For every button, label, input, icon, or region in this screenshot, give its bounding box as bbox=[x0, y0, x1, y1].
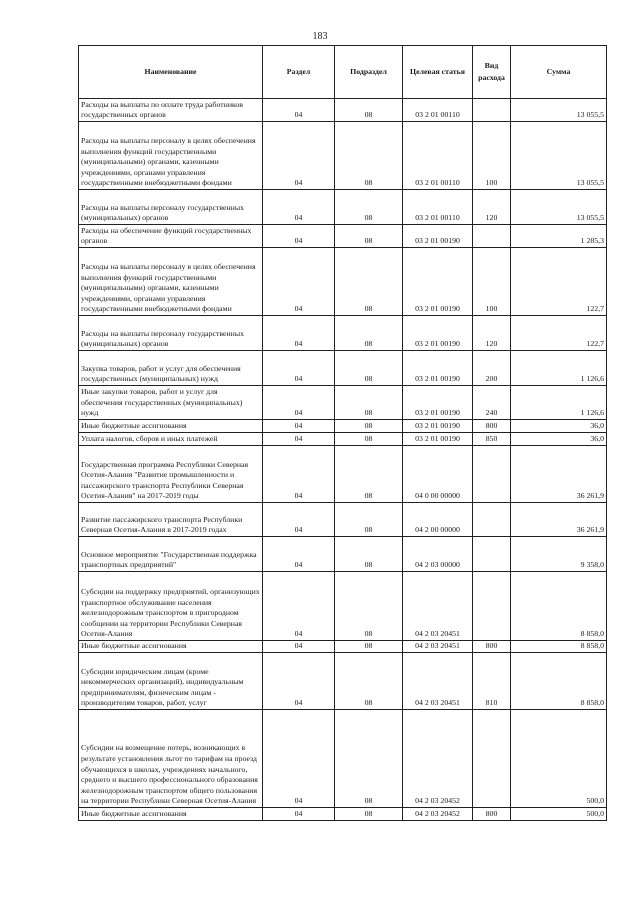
row-vid: 100 bbox=[473, 248, 511, 316]
row-vid bbox=[473, 446, 511, 503]
row-name: Расходы на выплаты персоналу государственных (муниципальных) органов bbox=[79, 316, 263, 351]
row-name: Государственная программа Республики Северная Осетия-Алания "Развитие промышленности и пассажирского транспорта Республики Северная Осетия-Алания" на 2017-2019 годы bbox=[79, 446, 263, 503]
row-name: Субсидии на возмещение потерь, возникающих в результате установления льгот по тарифам на проезд обучающихся в школах, учреждениях начального, среднего и высшего профессионального образования железнодорожным транспортом общего пользования на территории Республики Северная Осетия-Алания bbox=[79, 710, 263, 808]
row-name: Развитие пассажирского транспорта Республики Северная Осетия-Алания в 2017-2019 годах bbox=[79, 503, 263, 537]
row-vid bbox=[473, 710, 511, 808]
row-razdel: 04 bbox=[263, 537, 335, 572]
row-razdel: 04 bbox=[263, 653, 335, 710]
table-row bbox=[79, 248, 607, 316]
row-celevaya: 04 2 03 20451 bbox=[403, 653, 473, 710]
table-row bbox=[79, 503, 607, 537]
row-razdel: 04 bbox=[263, 99, 335, 122]
row-name: Расходы на выплаты по оплате труда работников государственных органов bbox=[79, 99, 263, 122]
row-podrazdel: 08 bbox=[335, 99, 403, 122]
row-name: Расходы на выплаты персоналу государственных (муниципальных) органов bbox=[79, 190, 263, 225]
row-celevaya: 03 2 01 00110 bbox=[403, 99, 473, 122]
row-vid: 810 bbox=[473, 653, 511, 710]
row-vid bbox=[473, 225, 511, 248]
row-summa: 8 858,0 bbox=[511, 653, 607, 710]
row-summa: 36 261,9 bbox=[511, 446, 607, 503]
row-razdel: 04 bbox=[263, 710, 335, 808]
row-summa: 500,0 bbox=[511, 710, 607, 808]
row-celevaya: 03 2 01 00190 bbox=[403, 248, 473, 316]
row-razdel: 04 bbox=[263, 420, 335, 433]
table-row bbox=[79, 537, 607, 572]
row-podrazdel: 08 bbox=[335, 190, 403, 225]
row-name: Иные закупки товаров, работ и услуг для обеспечения государственных (муниципальных) нужд bbox=[79, 386, 263, 420]
row-vid: 200 bbox=[473, 351, 511, 386]
row-celevaya: 04 2 03 20452 bbox=[403, 808, 473, 821]
row-razdel: 04 bbox=[263, 225, 335, 248]
table-row bbox=[79, 653, 607, 710]
row-name: Расходы на выплаты персоналу в целях обеспечения выполнения функций государственными (муниципальными) органами, казенными учреждениями, органами управления государственными внебюджетными фондами bbox=[79, 248, 263, 316]
row-summa: 500,0 bbox=[511, 808, 607, 821]
row-name: Расходы на выплаты персоналу в целях обеспечения выполнения функций государственными (муниципальными) органами, казенными учреждениями, органами управления государственными внебюджетными фондами bbox=[79, 122, 263, 190]
header-razdel: Раздел bbox=[263, 46, 335, 99]
table-row bbox=[79, 190, 607, 225]
row-celevaya: 03 2 01 00110 bbox=[403, 122, 473, 190]
header-podrazdel: Подраздел bbox=[335, 46, 403, 99]
header-vid-rashoda: Вид расхода bbox=[473, 46, 511, 99]
row-vid: 850 bbox=[473, 433, 511, 446]
row-razdel: 04 bbox=[263, 122, 335, 190]
row-vid bbox=[473, 99, 511, 122]
row-vid: 120 bbox=[473, 316, 511, 351]
row-summa: 13 055,5 bbox=[511, 99, 607, 122]
row-celevaya: 04 2 03 00000 bbox=[403, 537, 473, 572]
table-row bbox=[79, 641, 607, 653]
row-podrazdel: 08 bbox=[335, 653, 403, 710]
row-summa: 8 858,0 bbox=[511, 572, 607, 641]
row-podrazdel: 08 bbox=[335, 248, 403, 316]
row-razdel: 04 bbox=[263, 808, 335, 821]
row-podrazdel: 08 bbox=[335, 122, 403, 190]
row-podrazdel: 08 bbox=[335, 503, 403, 537]
row-podrazdel: 08 bbox=[335, 420, 403, 433]
row-summa: 1 285,3 bbox=[511, 225, 607, 248]
row-podrazdel: 08 bbox=[335, 710, 403, 808]
table-row bbox=[79, 99, 607, 122]
row-celevaya: 04 2 03 20452 bbox=[403, 710, 473, 808]
row-podrazdel: 08 bbox=[335, 433, 403, 446]
table-row bbox=[79, 572, 607, 641]
table-header-row bbox=[79, 46, 607, 99]
row-summa: 1 126,6 bbox=[511, 351, 607, 386]
row-summa: 13 055,5 bbox=[511, 122, 607, 190]
row-celevaya: 03 2 01 00190 bbox=[403, 433, 473, 446]
row-razdel: 04 bbox=[263, 641, 335, 653]
table-row bbox=[79, 433, 607, 446]
row-razdel: 04 bbox=[263, 351, 335, 386]
row-summa: 36,0 bbox=[511, 433, 607, 446]
row-summa: 36,0 bbox=[511, 420, 607, 433]
row-celevaya: 03 2 01 00110 bbox=[403, 190, 473, 225]
row-name: Субсидии на поддержку предприятий, организующих транспортное обслуживание населения железнодорожным транспортом в пригородном сообщении на территории Республики Северная Осетия-Алания bbox=[79, 572, 263, 641]
table-row bbox=[79, 446, 607, 503]
row-summa: 9 358,0 bbox=[511, 537, 607, 572]
row-name: Иные бюджетные ассигнования bbox=[79, 808, 263, 821]
row-podrazdel: 08 bbox=[335, 386, 403, 420]
page-number: 183 bbox=[312, 31, 328, 42]
row-summa: 36 261,9 bbox=[511, 503, 607, 537]
row-name: Субсидии юридическим лицам (кроме некоммерческих организаций), индивидуальным предпринимателям, физическим лицам - производителям товаров, работ, услуг bbox=[79, 653, 263, 710]
row-summa: 122,7 bbox=[511, 316, 607, 351]
header-celevaya-statya: Целевая статья bbox=[403, 46, 473, 99]
row-name: Расходы на обеспечение функций государственных органов bbox=[79, 225, 263, 248]
row-podrazdel: 08 bbox=[335, 572, 403, 641]
row-vid bbox=[473, 572, 511, 641]
row-summa: 8 858,0 bbox=[511, 641, 607, 653]
row-celevaya: 04 0 00 00000 bbox=[403, 446, 473, 503]
row-podrazdel: 08 bbox=[335, 225, 403, 248]
row-celevaya: 03 2 01 00190 bbox=[403, 351, 473, 386]
row-vid: 120 bbox=[473, 190, 511, 225]
table-row bbox=[79, 386, 607, 420]
row-celevaya: 04 2 03 20451 bbox=[403, 572, 473, 641]
row-celevaya: 04 2 03 20451 bbox=[403, 641, 473, 653]
row-vid bbox=[473, 537, 511, 572]
row-celevaya: 03 2 01 00190 bbox=[403, 225, 473, 248]
table-row bbox=[79, 225, 607, 248]
table-row bbox=[79, 122, 607, 190]
row-podrazdel: 08 bbox=[335, 446, 403, 503]
row-vid: 800 bbox=[473, 641, 511, 653]
row-name: Закупка товаров, работ и услуг для обеспечения государственных (муниципальных) нужд bbox=[79, 351, 263, 386]
row-summa: 122,7 bbox=[511, 248, 607, 316]
row-podrazdel: 08 bbox=[335, 808, 403, 821]
row-name: Иные бюджетные ассигнования bbox=[79, 420, 263, 433]
row-celevaya: 03 2 01 00190 bbox=[403, 316, 473, 351]
row-razdel: 04 bbox=[263, 572, 335, 641]
row-vid bbox=[473, 503, 511, 537]
row-razdel: 04 bbox=[263, 190, 335, 225]
row-celevaya: 03 2 01 00190 bbox=[403, 420, 473, 433]
row-razdel: 04 bbox=[263, 248, 335, 316]
row-vid: 800 bbox=[473, 420, 511, 433]
row-podrazdel: 08 bbox=[335, 351, 403, 386]
row-vid: 800 bbox=[473, 808, 511, 821]
row-razdel: 04 bbox=[263, 433, 335, 446]
row-summa: 1 126,6 bbox=[511, 386, 607, 420]
table-row bbox=[79, 808, 607, 821]
budget-table bbox=[78, 45, 607, 821]
row-razdel: 04 bbox=[263, 503, 335, 537]
row-podrazdel: 08 bbox=[335, 641, 403, 653]
header-name: Наименование bbox=[79, 46, 263, 99]
table-row bbox=[79, 316, 607, 351]
row-podrazdel: 08 bbox=[335, 537, 403, 572]
row-name: Основное мероприятие "Государственная поддержка транспортных предприятий" bbox=[79, 537, 263, 572]
row-celevaya: 04 2 00 00000 bbox=[403, 503, 473, 537]
row-podrazdel: 08 bbox=[335, 316, 403, 351]
row-razdel: 04 bbox=[263, 446, 335, 503]
row-summa: 13 055,5 bbox=[511, 190, 607, 225]
table-row bbox=[79, 420, 607, 433]
row-razdel: 04 bbox=[263, 386, 335, 420]
row-name: Иные бюджетные ассигнования bbox=[79, 641, 263, 653]
row-name: Уплата налогов, сборов и иных платежей bbox=[79, 433, 263, 446]
row-vid: 100 bbox=[473, 122, 511, 190]
row-razdel: 04 bbox=[263, 316, 335, 351]
row-celevaya: 03 2 01 00190 bbox=[403, 386, 473, 420]
table-row bbox=[79, 351, 607, 386]
row-vid: 240 bbox=[473, 386, 511, 420]
table-row bbox=[79, 710, 607, 808]
header-summa: Сумма bbox=[511, 46, 607, 99]
